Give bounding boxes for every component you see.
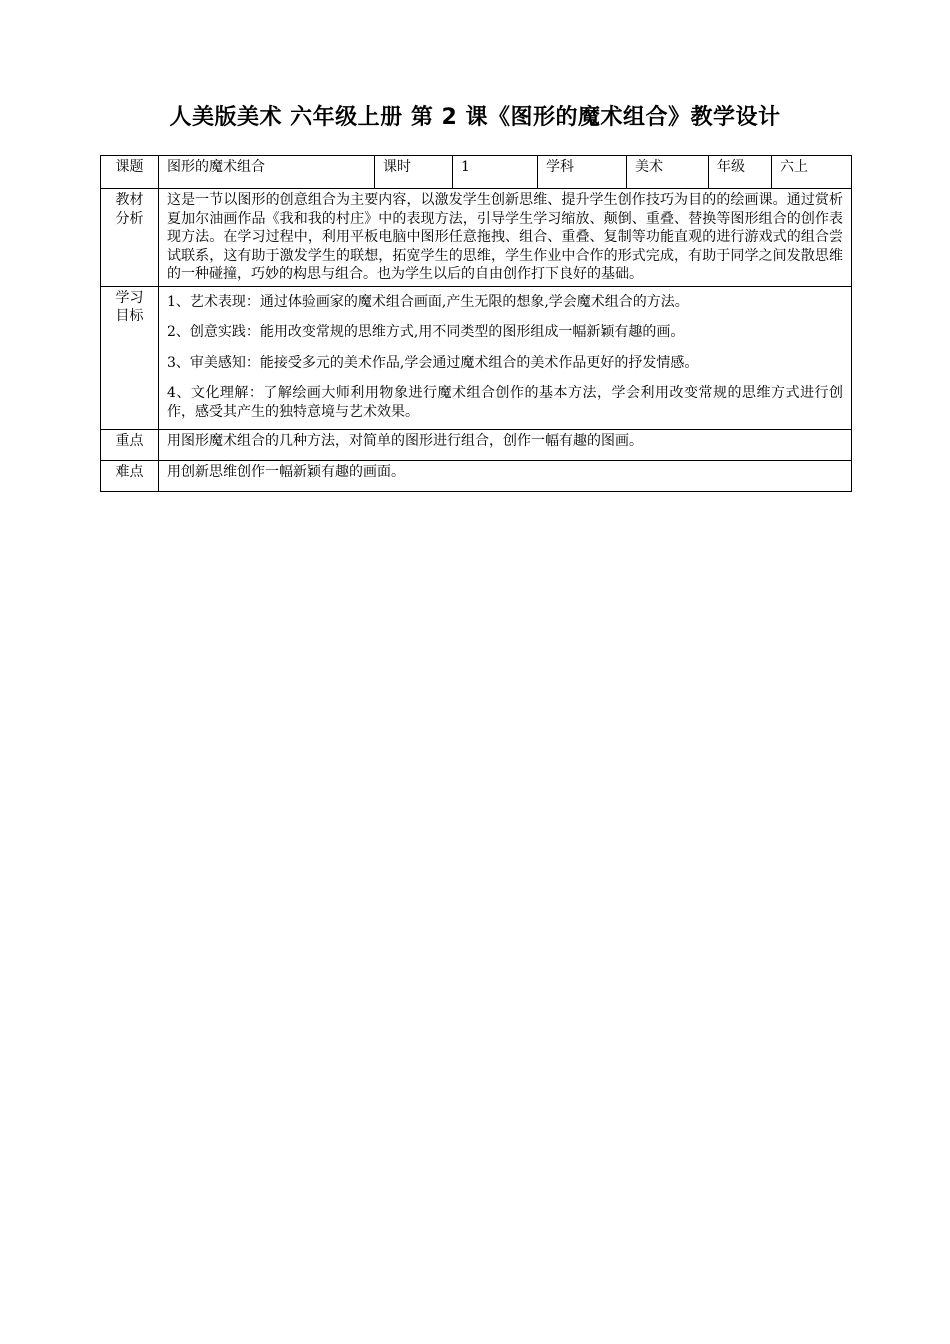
analysis-label-line1: 教材	[115, 192, 144, 208]
goals-label	[101, 286, 159, 430]
key-point-text: 用图形魔术组合的几种方法，对简单的图形进行组合，创作一幅有趣的图画。	[159, 430, 852, 461]
goal-item-4: 4、文化理解：了解绘画大师利用物象进行魔术组合创作的基本方法，学会利用改变常规的思维方式进行创作，感受其产生的独特意境与艺术效果。	[167, 385, 843, 420]
table-row-info	[101, 156, 852, 189]
goal-item-3: 3、审美感知：能接受多元的美术作品,学会通过魔术组合的美术作品更好的抒发情感。	[167, 354, 699, 371]
table-row-analysis	[101, 189, 852, 287]
difficulty-text: 用创新思维创作一幅新颖有趣的画面。	[159, 461, 852, 492]
key-point-label: 重点	[101, 430, 159, 461]
analysis-label-line2: 分析	[115, 210, 144, 227]
goal-item-2: 2、创意实践：能用改变常规的思维方式,用不同类型的图形组成一幅新颖有趣的画。	[167, 324, 685, 340]
topic-value: 图形的魔术组合	[159, 156, 375, 189]
difficulty-label: 难点	[101, 461, 159, 492]
subject-label: 学科	[538, 156, 627, 189]
goals-label-line1: 学习	[115, 289, 144, 306]
document-title: 人美版美术 六年级上册 第 2 课《图形的魔术组合》教学设计	[169, 105, 781, 130]
subject-value: 美术	[627, 156, 709, 189]
goals-label-line2: 目标	[115, 308, 144, 324]
hours-value: 1	[453, 156, 538, 189]
topic-label: 课题	[101, 156, 159, 189]
grade-label: 年级	[709, 156, 772, 189]
grade-value: 六上	[772, 156, 852, 189]
hours-label: 课时	[375, 156, 453, 189]
table-row-difficulty	[101, 461, 852, 492]
analysis-label	[101, 189, 159, 287]
lesson-plan-table	[100, 155, 852, 492]
table-row-goals	[101, 286, 852, 430]
goals-cell	[159, 286, 852, 430]
table-row-key-point	[101, 430, 852, 461]
analysis-text: 这是一节以图形的创意组合为主要内容，以激发学生创新思维、提升学生创作技巧为目的的绘画课。通过赏析夏加尔油画作品《我和我的村庄》中的表现方法，引导学生学习缩放、颠倒、重叠、替换等图形组合的创作表现方法。在学习过程中，利用平板电脑中图形任意拖拽、组合、重叠、复制等功能直观的进行游戏式的组合尝试联系，这有助于激发学生的联想，拓宽学生的思维，学生作业中合作的形式完成，有助于同学之间发散思维的一种碰撞，巧妙的构思与组合。也为学生以后的自由创作打下良好的基础。	[159, 189, 852, 287]
goal-item-1: 1、艺术表现：通过体验画家的魔术组合画面,产生无限的想象,学会魔术组合的方法。	[167, 293, 689, 310]
